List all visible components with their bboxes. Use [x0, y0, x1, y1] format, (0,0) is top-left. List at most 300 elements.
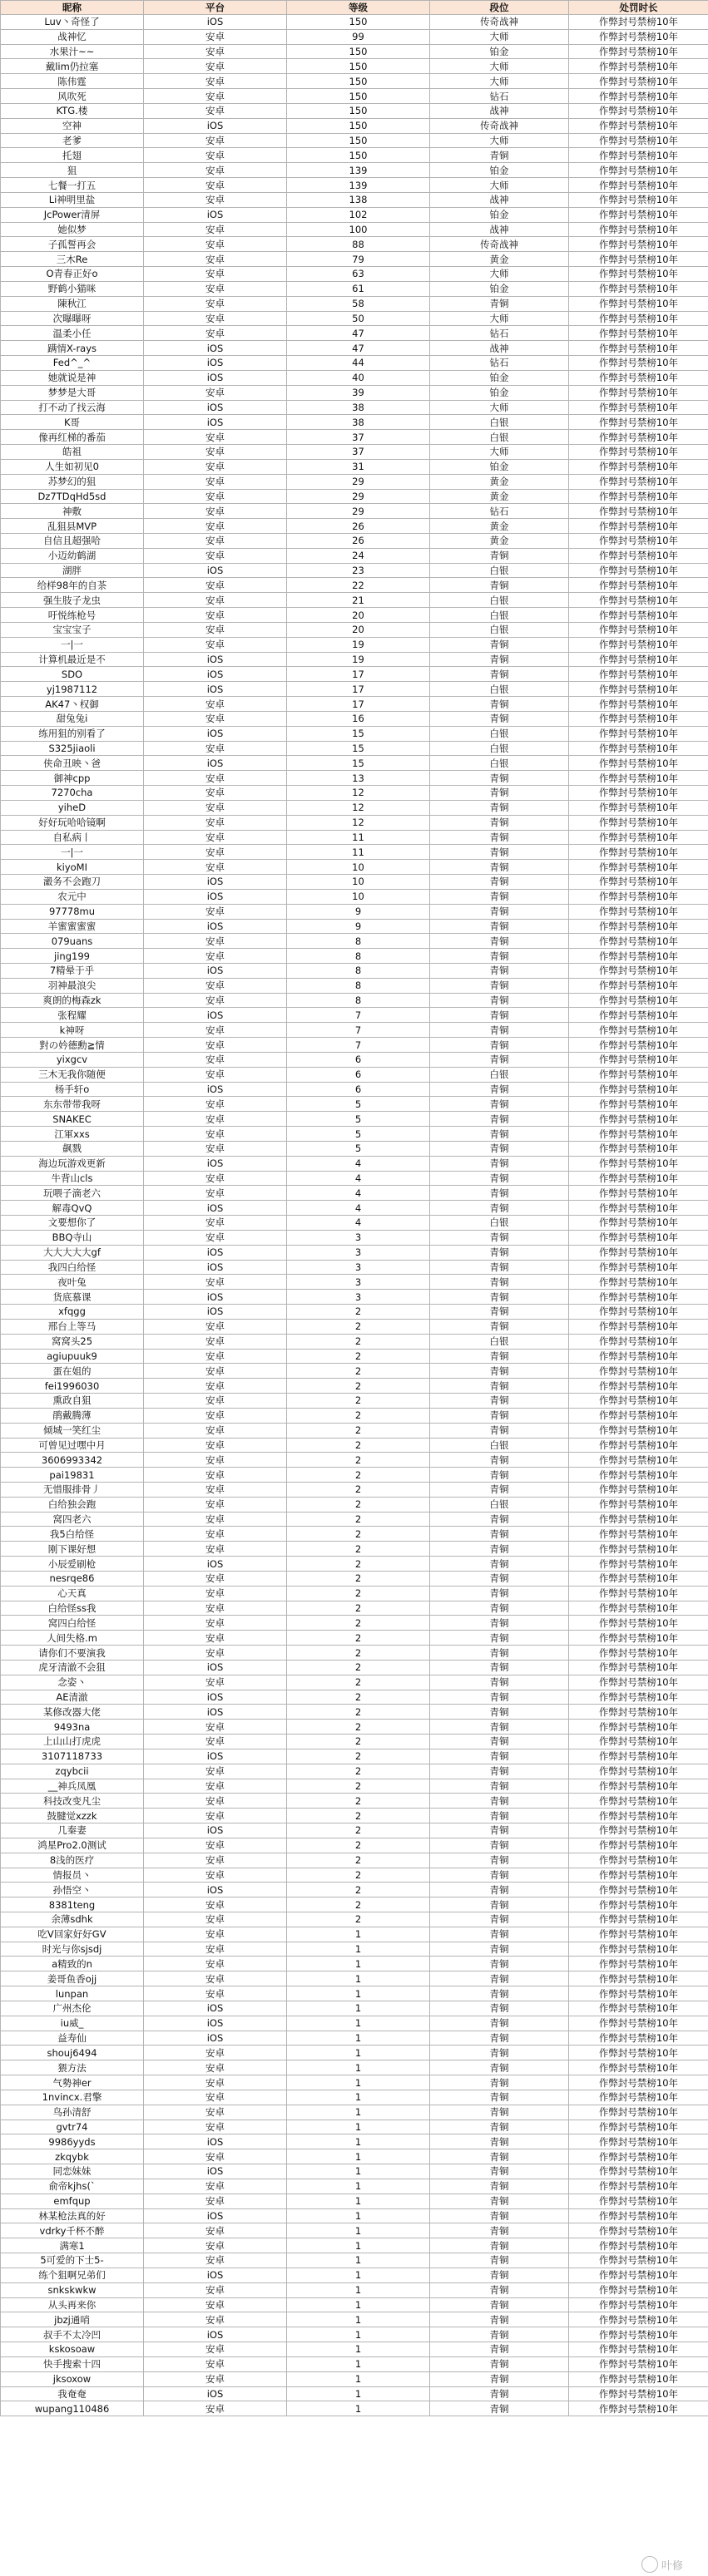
cell-platform: 安卓 — [144, 1542, 287, 1557]
cell-level: 24 — [287, 548, 430, 563]
cell-rank: 青铜 — [430, 2090, 569, 2105]
cell-level: 2 — [287, 1749, 430, 1764]
cell-rank: 大师 — [430, 59, 569, 74]
cell-rank: 战神 — [430, 341, 569, 356]
table-row — [1, 548, 708, 563]
cell-platform: 安卓 — [144, 1319, 287, 1334]
cell-penalty: 作弊封号禁榜10年 — [569, 845, 708, 860]
cell-penalty: 作弊封号禁榜10年 — [569, 771, 708, 786]
table-row — [1, 949, 708, 964]
cell-level: 150 — [287, 118, 430, 133]
cell-nickname: pai19831 — [1, 1468, 144, 1483]
header-rank: 段位 — [430, 1, 569, 15]
cell-platform: 安卓 — [144, 385, 287, 400]
table-row — [1, 875, 708, 890]
cell-platform: 安卓 — [144, 978, 287, 993]
cell-nickname: jbzj通哨 — [1, 2312, 144, 2327]
cell-rank: 白银 — [430, 415, 569, 430]
cell-penalty: 作弊封号禁榜10年 — [569, 2046, 708, 2060]
cell-level: 2 — [287, 1764, 430, 1779]
cell-penalty: 作弊封号禁榜10年 — [569, 667, 708, 682]
cell-platform: 安卓 — [144, 459, 287, 474]
table-row — [1, 192, 708, 207]
cell-nickname: AK47丶权御 — [1, 697, 144, 712]
cell-platform: 安卓 — [144, 2194, 287, 2208]
cell-level: 150 — [287, 133, 430, 148]
cell-nickname: 一|一 — [1, 637, 144, 652]
cell-penalty: 作弊封号禁榜10年 — [569, 697, 708, 712]
cell-platform: 安卓 — [144, 2238, 287, 2253]
cell-nickname: 无惜服排骨丿 — [1, 1482, 144, 1497]
cell-rank: 钻石 — [430, 504, 569, 519]
cell-level: 12 — [287, 786, 430, 801]
cell-platform: iOS — [144, 563, 287, 578]
cell-level: 1 — [287, 2356, 430, 2371]
table-row — [1, 1957, 708, 1971]
cell-rank: 青铜 — [430, 2238, 569, 2253]
table-row — [1, 1705, 708, 1720]
cell-level: 1 — [287, 2371, 430, 2386]
cell-penalty: 作弊封号禁榜10年 — [569, 741, 708, 756]
cell-platform: iOS — [144, 726, 287, 741]
cell-rank: 白银 — [430, 593, 569, 608]
cell-platform: 安卓 — [144, 771, 287, 786]
watermark-logo-icon — [641, 2556, 658, 2573]
cell-rank: 青铜 — [430, 1646, 569, 1661]
table-row — [1, 356, 708, 371]
cell-platform: 安卓 — [144, 1646, 287, 1661]
cell-level: 8 — [287, 949, 430, 964]
cell-rank: 青铜 — [430, 1097, 569, 1112]
cell-nickname: 刚下课好想 — [1, 1542, 144, 1557]
cell-level: 39 — [287, 385, 430, 400]
cell-nickname: 吁悦练枪号 — [1, 608, 144, 623]
cell-nickname: S325jiaoli — [1, 741, 144, 756]
cell-platform: 安卓 — [144, 1720, 287, 1735]
cell-platform: 安卓 — [144, 697, 287, 712]
cell-nickname: 好好玩哈哈镜啊 — [1, 815, 144, 830]
cell-rank: 大师 — [430, 445, 569, 460]
cell-penalty: 作弊封号禁榜10年 — [569, 1631, 708, 1646]
cell-level: 2 — [287, 1794, 430, 1809]
cell-platform: iOS — [144, 1260, 287, 1275]
cell-nickname: 8浅的医疗 — [1, 1853, 144, 1868]
cell-rank: 传奇战神 — [430, 15, 569, 30]
cell-level: 31 — [287, 459, 430, 474]
cell-level: 1 — [287, 2238, 430, 2253]
table-row — [1, 163, 708, 178]
cell-platform: 安卓 — [144, 148, 287, 163]
table-row — [1, 1156, 708, 1171]
cell-level: 1 — [287, 2386, 430, 2401]
cell-nickname: kiyoMI — [1, 860, 144, 875]
table-row — [1, 474, 708, 489]
cell-nickname: 猥方法 — [1, 2060, 144, 2075]
cell-nickname: 上山山打虎虎 — [1, 1735, 144, 1749]
cell-level: 2 — [287, 1482, 430, 1497]
cell-penalty: 作弊封号禁榜10年 — [569, 2164, 708, 2179]
table-row — [1, 415, 708, 430]
cell-level: 1 — [287, 2223, 430, 2238]
cell-nickname: fei1996030 — [1, 1379, 144, 1394]
cell-nickname: Fed^_^ — [1, 356, 144, 371]
cell-rank: 青铜 — [430, 1749, 569, 1764]
cell-level: 88 — [287, 237, 430, 252]
cell-platform: 安卓 — [144, 1512, 287, 1527]
cell-rank: 青铜 — [430, 2268, 569, 2282]
cell-penalty: 作弊封号禁榜10年 — [569, 1542, 708, 1557]
cell-platform: 安卓 — [144, 845, 287, 860]
cell-rank: 青铜 — [430, 1942, 569, 1957]
cell-platform: 安卓 — [144, 474, 287, 489]
cell-nickname: 水果汁~~ — [1, 44, 144, 59]
cell-penalty: 作弊封号禁榜10年 — [569, 1675, 708, 1690]
cell-nickname: SNAKEC — [1, 1112, 144, 1127]
table-row — [1, 682, 708, 697]
cell-penalty: 作弊封号禁榜10年 — [569, 1927, 708, 1942]
cell-level: 38 — [287, 415, 430, 430]
cell-penalty: 作弊封号禁榜10年 — [569, 400, 708, 415]
cell-penalty: 作弊封号禁榜10年 — [569, 385, 708, 400]
table-row — [1, 1631, 708, 1646]
cell-penalty: 作弊封号禁榜10年 — [569, 1082, 708, 1097]
cell-penalty: 作弊封号禁榜10年 — [569, 919, 708, 934]
table-row — [1, 1616, 708, 1631]
cell-rank: 青铜 — [430, 2134, 569, 2149]
cell-nickname: 广州杰伦 — [1, 2001, 144, 2016]
cell-penalty: 作弊封号禁榜10年 — [569, 1216, 708, 1231]
cell-platform: 安卓 — [144, 2401, 287, 2416]
cell-penalty: 作弊封号禁榜10年 — [569, 2179, 708, 2194]
cell-rank: 青铜 — [430, 2179, 569, 2194]
cell-penalty: 作弊封号禁榜10年 — [569, 1112, 708, 1127]
cell-nickname: 蹒情X-rays — [1, 341, 144, 356]
cell-rank: 战神 — [430, 103, 569, 118]
cell-platform: 安卓 — [144, 1023, 287, 1038]
cell-platform: iOS — [144, 1883, 287, 1897]
cell-platform: iOS — [144, 2386, 287, 2401]
cell-platform: iOS — [144, 875, 287, 890]
cell-platform: 安卓 — [144, 1364, 287, 1379]
cell-level: 1 — [287, 2208, 430, 2223]
cell-penalty: 作弊封号禁榜10年 — [569, 15, 708, 30]
table-row — [1, 504, 708, 519]
cell-penalty: 作弊封号禁榜10年 — [569, 2223, 708, 2238]
cell-penalty: 作弊封号禁榜10年 — [569, 1779, 708, 1794]
table-row — [1, 281, 708, 296]
table-row — [1, 1571, 708, 1586]
cell-nickname: 海边玩游戏更新 — [1, 1156, 144, 1171]
table-row — [1, 1971, 708, 1986]
cell-level: 2 — [287, 1497, 430, 1512]
table-row — [1, 2001, 708, 2016]
cell-penalty: 作弊封号禁榜10年 — [569, 1379, 708, 1394]
table-row — [1, 578, 708, 593]
table-row — [1, 1853, 708, 1868]
cell-penalty: 作弊封号禁榜10年 — [569, 875, 708, 890]
cell-level: 16 — [287, 711, 430, 726]
cell-rank: 白银 — [430, 1497, 569, 1512]
cell-platform: 安卓 — [144, 430, 287, 445]
table-row — [1, 267, 708, 282]
cell-rank: 青铜 — [430, 1823, 569, 1838]
cell-platform: 安卓 — [144, 1971, 287, 1986]
cell-nickname: yj1987112 — [1, 682, 144, 697]
cell-level: 2 — [287, 1675, 430, 1690]
cell-platform: 安卓 — [144, 2060, 287, 2075]
cell-level: 63 — [287, 267, 430, 282]
table-row — [1, 608, 708, 623]
cell-penalty: 作弊封号禁榜10年 — [569, 1897, 708, 1912]
cell-platform: iOS — [144, 1305, 287, 1320]
cell-rank: 白银 — [430, 430, 569, 445]
cell-nickname: 夜叶兔 — [1, 1275, 144, 1290]
cell-penalty: 作弊封号禁榜10年 — [569, 1023, 708, 1038]
table-row — [1, 1349, 708, 1364]
cell-platform: 安卓 — [144, 252, 287, 267]
cell-nickname: snkskwkw — [1, 2282, 144, 2297]
cell-nickname: 给样98年的自茶 — [1, 578, 144, 593]
cell-platform: 安卓 — [144, 29, 287, 44]
cell-penalty: 作弊封号禁榜10年 — [569, 1957, 708, 1971]
cell-nickname: 文要想你了 — [1, 1216, 144, 1231]
cell-nickname: 余薄sdhk — [1, 1912, 144, 1927]
cell-level: 2 — [287, 1646, 430, 1661]
cell-platform: 安卓 — [144, 949, 287, 964]
cell-nickname: lunpan — [1, 1986, 144, 2001]
cell-level: 50 — [287, 311, 430, 326]
cell-penalty: 作弊封号禁榜10年 — [569, 1735, 708, 1749]
cell-level: 2 — [287, 1453, 430, 1468]
cell-penalty: 作弊封号禁榜10年 — [569, 207, 708, 222]
cell-platform: 安卓 — [144, 1052, 287, 1067]
cell-rank: 青铜 — [430, 697, 569, 712]
cell-platform: 安卓 — [144, 1038, 287, 1053]
cell-penalty: 作弊封号禁榜10年 — [569, 2208, 708, 2223]
cell-penalty: 作弊封号禁榜10年 — [569, 1497, 708, 1512]
cell-nickname: 5可爱的下士5- — [1, 2253, 144, 2268]
cell-platform: 安卓 — [144, 1497, 287, 1512]
cell-penalty: 作弊封号禁榜10年 — [569, 2401, 708, 2416]
cell-nickname: 玩喂子滴老六 — [1, 1186, 144, 1201]
cell-platform: 安卓 — [144, 1438, 287, 1453]
cell-penalty: 作弊封号禁榜10年 — [569, 1290, 708, 1305]
cell-rank: 白银 — [430, 1438, 569, 1453]
cell-platform: iOS — [144, 2031, 287, 2046]
table-row — [1, 1749, 708, 1764]
cell-rank: 青铜 — [430, 1364, 569, 1379]
cell-level: 37 — [287, 430, 430, 445]
cell-platform: iOS — [144, 400, 287, 415]
cell-rank: 青铜 — [430, 1127, 569, 1142]
cell-penalty: 作弊封号禁榜10年 — [569, 756, 708, 771]
cell-platform: 安卓 — [144, 1586, 287, 1601]
table-row — [1, 1482, 708, 1497]
cell-penalty: 作弊封号禁榜10年 — [569, 148, 708, 163]
cell-platform: iOS — [144, 1557, 287, 1572]
cell-level: 2 — [287, 1897, 430, 1912]
cell-rank: 青铜 — [430, 875, 569, 890]
cell-nickname: kskosoaw — [1, 2342, 144, 2357]
cell-nickname: 张程耀 — [1, 1008, 144, 1023]
cell-nickname: 从头再来你 — [1, 2297, 144, 2312]
cell-platform: 安卓 — [144, 578, 287, 593]
cell-penalty: 作弊封号禁榜10年 — [569, 786, 708, 801]
cell-platform: 安卓 — [144, 622, 287, 637]
cell-nickname: agiupuuk9 — [1, 1349, 144, 1364]
cell-penalty: 作弊封号禁榜10年 — [569, 1823, 708, 1838]
cell-nickname: 战神忆 — [1, 29, 144, 44]
cell-platform: 安卓 — [144, 830, 287, 845]
cell-level: 29 — [287, 474, 430, 489]
cell-rank: 大师 — [430, 178, 569, 193]
cell-penalty: 作弊封号禁榜10年 — [569, 2149, 708, 2164]
cell-level: 15 — [287, 726, 430, 741]
cell-level: 8 — [287, 934, 430, 949]
table-row — [1, 1394, 708, 1409]
cell-level: 17 — [287, 667, 430, 682]
cell-platform: 安卓 — [144, 1794, 287, 1809]
cell-rank: 大师 — [430, 400, 569, 415]
cell-level: 2 — [287, 1512, 430, 1527]
cell-platform: 安卓 — [144, 2297, 287, 2312]
cell-platform: 安卓 — [144, 1571, 287, 1586]
cell-level: 4 — [287, 1156, 430, 1171]
cell-nickname: k神呀 — [1, 1023, 144, 1038]
cell-platform: iOS — [144, 1156, 287, 1171]
cell-platform: 安卓 — [144, 1897, 287, 1912]
cell-level: 2 — [287, 1334, 430, 1349]
cell-rank: 青铜 — [430, 1275, 569, 1290]
cell-rank: 青铜 — [430, 1705, 569, 1720]
cell-penalty: 作弊封号禁榜10年 — [569, 370, 708, 385]
cell-penalty: 作弊封号禁榜10年 — [569, 1883, 708, 1897]
cell-nickname: 自私病丨 — [1, 830, 144, 845]
cell-penalty: 作弊封号禁榜10年 — [569, 1912, 708, 1927]
cell-nickname: 空神 — [1, 118, 144, 133]
cell-penalty: 作弊封号禁榜10年 — [569, 2090, 708, 2105]
cell-rank: 青铜 — [430, 1527, 569, 1542]
table-row — [1, 964, 708, 979]
table-row — [1, 2238, 708, 2253]
cell-penalty: 作弊封号禁榜10年 — [569, 430, 708, 445]
table-row — [1, 2401, 708, 2416]
cell-platform: 安卓 — [144, 2149, 287, 2164]
cell-level: 15 — [287, 741, 430, 756]
table-row — [1, 370, 708, 385]
table-row — [1, 1557, 708, 1572]
cell-nickname: 风吹死 — [1, 89, 144, 104]
cell-platform: iOS — [144, 207, 287, 222]
cell-level: 2 — [287, 1468, 430, 1483]
table-row — [1, 1097, 708, 1112]
cell-nickname: 對の妗德勳≧情 — [1, 1038, 144, 1053]
table-row — [1, 178, 708, 193]
cell-rank: 大师 — [430, 311, 569, 326]
cell-platform: iOS — [144, 341, 287, 356]
cell-penalty: 作弊封号禁榜10年 — [569, 133, 708, 148]
table-row — [1, 711, 708, 726]
table-row — [1, 459, 708, 474]
cell-platform: 安卓 — [144, 1616, 287, 1631]
cell-platform: 安卓 — [144, 1141, 287, 1156]
cell-platform: 安卓 — [144, 133, 287, 148]
cell-rank: 青铜 — [430, 1512, 569, 1527]
cell-nickname: 练用狙的别看了 — [1, 726, 144, 741]
cell-rank: 青铜 — [430, 964, 569, 979]
cell-penalty: 作弊封号禁榜10年 — [569, 1334, 708, 1349]
cell-level: 1 — [287, 1957, 430, 1971]
cell-level: 8 — [287, 964, 430, 979]
cell-platform: iOS — [144, 2016, 287, 2031]
cell-penalty: 作弊封号禁榜10年 — [569, 1809, 708, 1823]
cell-level: 3 — [287, 1230, 430, 1245]
cell-rank: 铂金 — [430, 385, 569, 400]
cell-level: 10 — [287, 889, 430, 904]
cell-level: 1 — [287, 2164, 430, 2179]
table-row — [1, 2342, 708, 2357]
cell-platform: 安卓 — [144, 637, 287, 652]
cell-level: 1 — [287, 2031, 430, 2046]
table-row — [1, 1052, 708, 1067]
cell-nickname: iu威_ — [1, 2016, 144, 2031]
cell-nickname: 窝窝头25 — [1, 1334, 144, 1349]
cell-level: 2 — [287, 1601, 430, 1616]
cell-penalty: 作弊封号禁榜10年 — [569, 682, 708, 697]
cell-rank: 大师 — [430, 267, 569, 282]
table-row — [1, 148, 708, 163]
cell-rank: 青铜 — [430, 1141, 569, 1156]
cell-nickname: 像再红梯的番茄 — [1, 430, 144, 445]
cell-level: 8 — [287, 993, 430, 1008]
cell-rank: 战神 — [430, 192, 569, 207]
cell-rank: 青铜 — [430, 1616, 569, 1631]
cell-nickname: 子孤誓再会 — [1, 237, 144, 252]
cell-level: 26 — [287, 533, 430, 548]
cell-penalty: 作弊封号禁榜10年 — [569, 222, 708, 237]
cell-platform: 安卓 — [144, 860, 287, 875]
cell-nickname: 时光与你sjsdj — [1, 1942, 144, 1957]
cell-level: 79 — [287, 252, 430, 267]
cell-platform: 安卓 — [144, 815, 287, 830]
cell-platform: iOS — [144, 1290, 287, 1305]
cell-rank: 黄金 — [430, 252, 569, 267]
cell-nickname: jksoxow — [1, 2371, 144, 2386]
cell-level: 1 — [287, 2046, 430, 2060]
cell-platform: 安卓 — [144, 222, 287, 237]
cell-platform: 安卓 — [144, 74, 287, 89]
cell-nickname: 练个狙啊兄弟们 — [1, 2268, 144, 2282]
cell-level: 26 — [287, 519, 430, 534]
cell-platform: 安卓 — [144, 800, 287, 815]
cell-level: 5 — [287, 1097, 430, 1112]
cell-rank: 青铜 — [430, 1290, 569, 1305]
cell-penalty: 作弊封号禁榜10年 — [569, 578, 708, 593]
table-row — [1, 1082, 708, 1097]
cell-level: 3 — [287, 1275, 430, 1290]
cell-rank: 青铜 — [430, 2327, 569, 2342]
cell-level: 12 — [287, 800, 430, 815]
table-row — [1, 2194, 708, 2208]
cell-rank: 青铜 — [430, 1927, 569, 1942]
table-row — [1, 593, 708, 608]
cell-rank: 青铜 — [430, 1957, 569, 1971]
cell-penalty: 作弊封号禁榜10年 — [569, 59, 708, 74]
table-row — [1, 1586, 708, 1601]
table-row — [1, 1245, 708, 1260]
cell-level: 4 — [287, 1186, 430, 1201]
cell-level: 150 — [287, 59, 430, 74]
